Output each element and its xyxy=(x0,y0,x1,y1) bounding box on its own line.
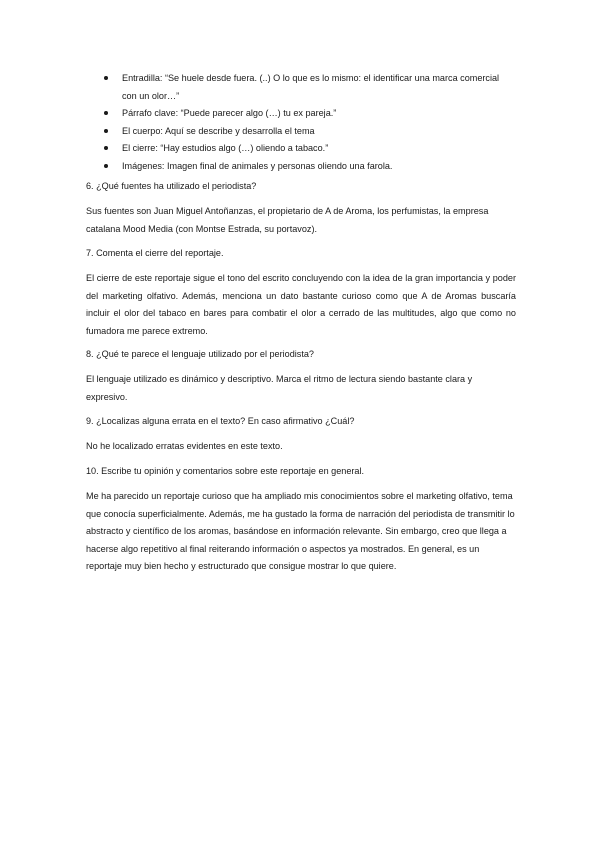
question-7: 7. Comenta el cierre del reportaje. xyxy=(86,248,224,258)
bullet-item-cierre: El cierre: “Hay estudios algo (…) oliendo a tabaco.” xyxy=(86,140,516,158)
question-10: 10. Escribe tu opinión y comentarios sobre este reportaje en general. xyxy=(86,466,365,476)
bullet-dot-icon xyxy=(104,164,108,168)
answer-7: El cierre de este reportaje sigue el tono del escrito concluyendo con la idea de la gran importancia y poder del marketing olfativo. Además, menciona un dato bastante curioso como que A de Aromas buscaría incluir el olor del tabaco en bares para combatir el olor a cerrado de las multitudes, algo que como no fumadora me parece extremo. xyxy=(86,273,516,336)
question-6: 6. ¿Qué fuentes ha utilizado el periodista? xyxy=(86,181,257,191)
bullet-dot-icon xyxy=(104,111,108,115)
question-9: 9. ¿Localizas alguna errata en el texto? En caso afirmativo ¿Cuál? xyxy=(86,416,355,426)
bullet-dot-icon xyxy=(104,146,108,150)
answer-6: Sus fuentes son Juan Miguel Antoñanzas, el propietario de A de Aroma, los perfumistas, la empresa catalana Mood Media (con Montse Estrada, su portavoz). xyxy=(86,206,489,234)
bullet-dot-icon xyxy=(104,76,108,80)
bullet-item-cuerpo: El cuerpo: Aquí se describe y desarrolla el tema xyxy=(86,123,516,141)
bullet-item-entradilla: Entradilla: “Se huele desde fuera. (..) O lo que es lo mismo: el identificar una marca comercial con un olor…” xyxy=(86,70,516,105)
bullet-dot-icon xyxy=(104,129,108,133)
answer-9: No he localizado erratas evidentes en este texto. xyxy=(86,441,283,451)
answer-10: Me ha parecido un reportaje curioso que ha ampliado mis conocimientos sobre el marketing olfativo, tema que conocía superficialmente. Además, me ha gustado la forma de narración del periodista de transmitir lo abstracto y científico de los aromas, basándose en información relevante. Sin embargo, creo que llega a hacerse algo repetitivo al final reiterando información o aspectos ya mostrados. En general, es un reportaje muy bien hecho y estructurado que consigue mostrar lo que quiere. xyxy=(86,491,515,571)
question-8: 8. ¿Qué te parece el lenguaje utilizado por el periodista? xyxy=(86,349,314,359)
answer-8: El lenguaje utilizado es dinámico y descriptivo. Marca el ritmo de lectura siendo bastante clara y expresivo. xyxy=(86,374,473,402)
bullet-item-parrafo-clave: Párrafo clave: “Puede parecer algo (…) tu ex pareja.” xyxy=(86,105,516,123)
structure-bullet-list xyxy=(86,70,516,175)
bullet-item-imagenes: Imágenes: Imagen final de animales y personas oliendo una farola. xyxy=(86,158,516,176)
